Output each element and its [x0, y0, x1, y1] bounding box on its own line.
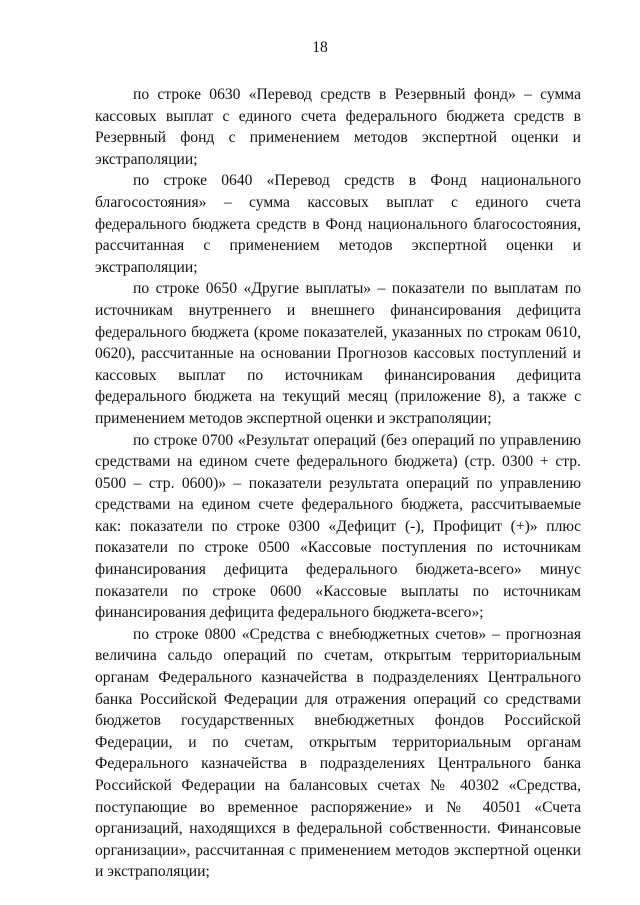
page-number: 18	[312, 39, 328, 56]
paragraph-line-0700: по строке 0700 «Результат операций (без операций по управлению средствами на едином счете федерального бюджета) (стр. 0300 + стр. 0500 – стр. 0600)» – показатели результата операций по управлению средствами на едином счете федерального бюджета, рассчитываемые как: показатели по строке 0300 «Дефицит (-), Профицит (+)» плюс показатели по строке 0500 «Кассовые поступления по источникам финансирования дефицита федерального бюджета-всего» минус показатели по строке 0600 «Кассовые выплаты по источникам финансирования дефицита федерального бюджета-всего»;	[95, 431, 581, 622]
page-body	[95, 84, 581, 883]
paragraph-line-0650: по строке 0650 «Другие выплаты» – показатели по выплатам по источникам внутреннего и внешнего финансирования дефицита федерального бюджета (кроме показателей, указанных по строкам 0610, 0620), рассчитанные на основании Прогнозов кассовых поступлений и кассовых выплат по источникам финансирования дефицита федерального бюджета на текущий месяц (приложение 8), а также с применением методов экспертной оценки и экстраполяции;	[95, 280, 581, 427]
paragraph-line-0800: по строке 0800 «Средства с внебюджетных счетов» – прогнозная величина сальдо операций по счетам, открытым территориальным органам Федерального казначейства в подразделениях Центрального банка Российской Федерации для отражения операций со средствами бюджетов государственных внебюджетных фондов Российской Федерации, и по счетам, открытым территориальным органам Федерального казначейства в подразделениях Центрального банка Российской Федерации на балансовых счетах № 40302 «Средства, поступающие во временное распоряжение» и № 40501 «Счета организаций, находящихся в федеральной собственности. Финансовые организации», рассчитанная с применением методов экспертной оценки и экстраполяции;	[95, 625, 581, 881]
paragraph-line-0630: по строке 0630 «Перевод средств в Резервный фонд» – сумма кассовых выплат с единого счета федерального бюджета средств в Резервный фонд с применением методов экспертной оценки и экстраполяции;	[95, 86, 581, 168]
paragraph-line-0640: по строке 0640 «Перевод средств в Фонд национального благосостояния» – сумма кассовых выплат с единого счета федерального бюджета средств в Фонд национального благосостояния, рассчитанная с применением методов экспертной оценки и экстраполяции;	[95, 172, 581, 276]
